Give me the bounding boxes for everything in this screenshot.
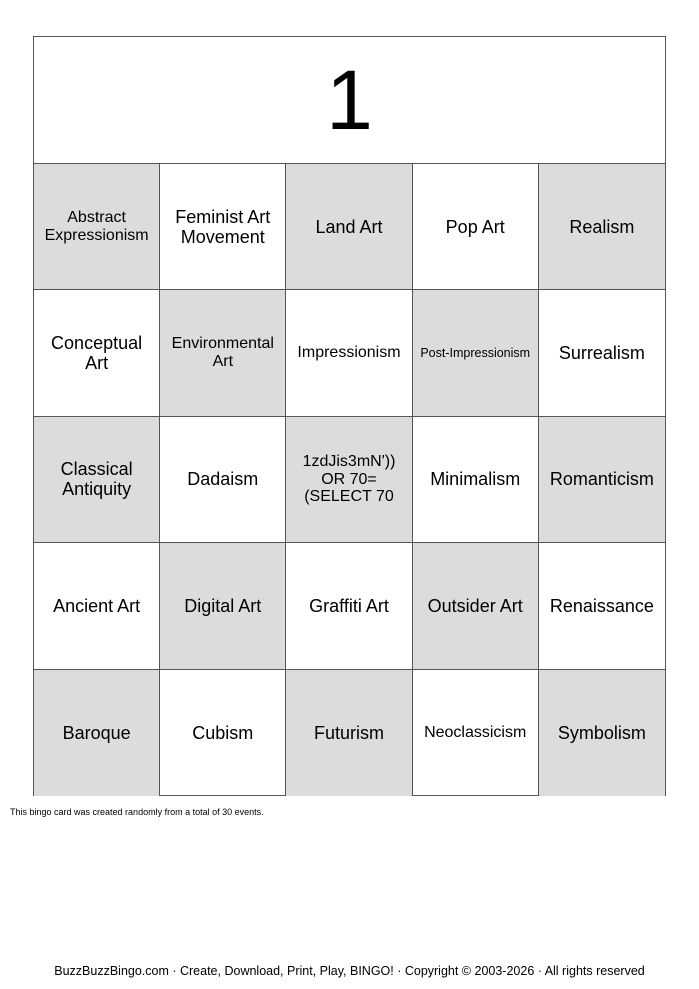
bingo-cell: Renaissance — [539, 543, 665, 669]
bingo-card — [33, 36, 666, 796]
bingo-cell: Dadaism — [160, 417, 286, 543]
bingo-cell: Minimalism — [413, 417, 539, 543]
bingo-cell: Post-Impressionism — [413, 290, 539, 416]
bingo-cell: Romanticism — [539, 417, 665, 543]
bingo-cell: Surrealism — [539, 290, 665, 416]
generation-note: This bingo card was created randomly from a total of 30 events. — [10, 807, 264, 817]
bingo-cell: 1zdJis3mN')) OR 70=(SELECT 70 — [286, 417, 412, 543]
bingo-cell: Land Art — [286, 164, 412, 290]
bingo-cell: Conceptual Art — [34, 290, 160, 416]
bingo-cell: Digital Art — [160, 543, 286, 669]
bingo-grid — [34, 164, 665, 796]
bingo-cell: Outsider Art — [413, 543, 539, 669]
bingo-cell: Baroque — [34, 670, 160, 796]
bingo-cell: Realism — [539, 164, 665, 290]
bingo-cell: Symbolism — [539, 670, 665, 796]
bingo-cell: Cubism — [160, 670, 286, 796]
bingo-cell: Feminist Art Movement — [160, 164, 286, 290]
bingo-cell: Graffiti Art — [286, 543, 412, 669]
bingo-cell: Ancient Art — [34, 543, 160, 669]
footer-copyright: BuzzBuzzBingo.com · Create, Download, Print, Play, BINGO! · Copyright © 2003-2026 · All rights reserved — [54, 964, 645, 978]
bingo-cell: Classical Antiquity — [34, 417, 160, 543]
card-number: 1 — [34, 37, 665, 164]
bingo-cell: Abstract Expressionism — [34, 164, 160, 290]
bingo-cell: Futurism — [286, 670, 412, 796]
bingo-cell: Impressionism — [286, 290, 412, 416]
bingo-cell: Neoclassicism — [413, 670, 539, 796]
bingo-cell: Pop Art — [413, 164, 539, 290]
bingo-cell: Environmental Art — [160, 290, 286, 416]
